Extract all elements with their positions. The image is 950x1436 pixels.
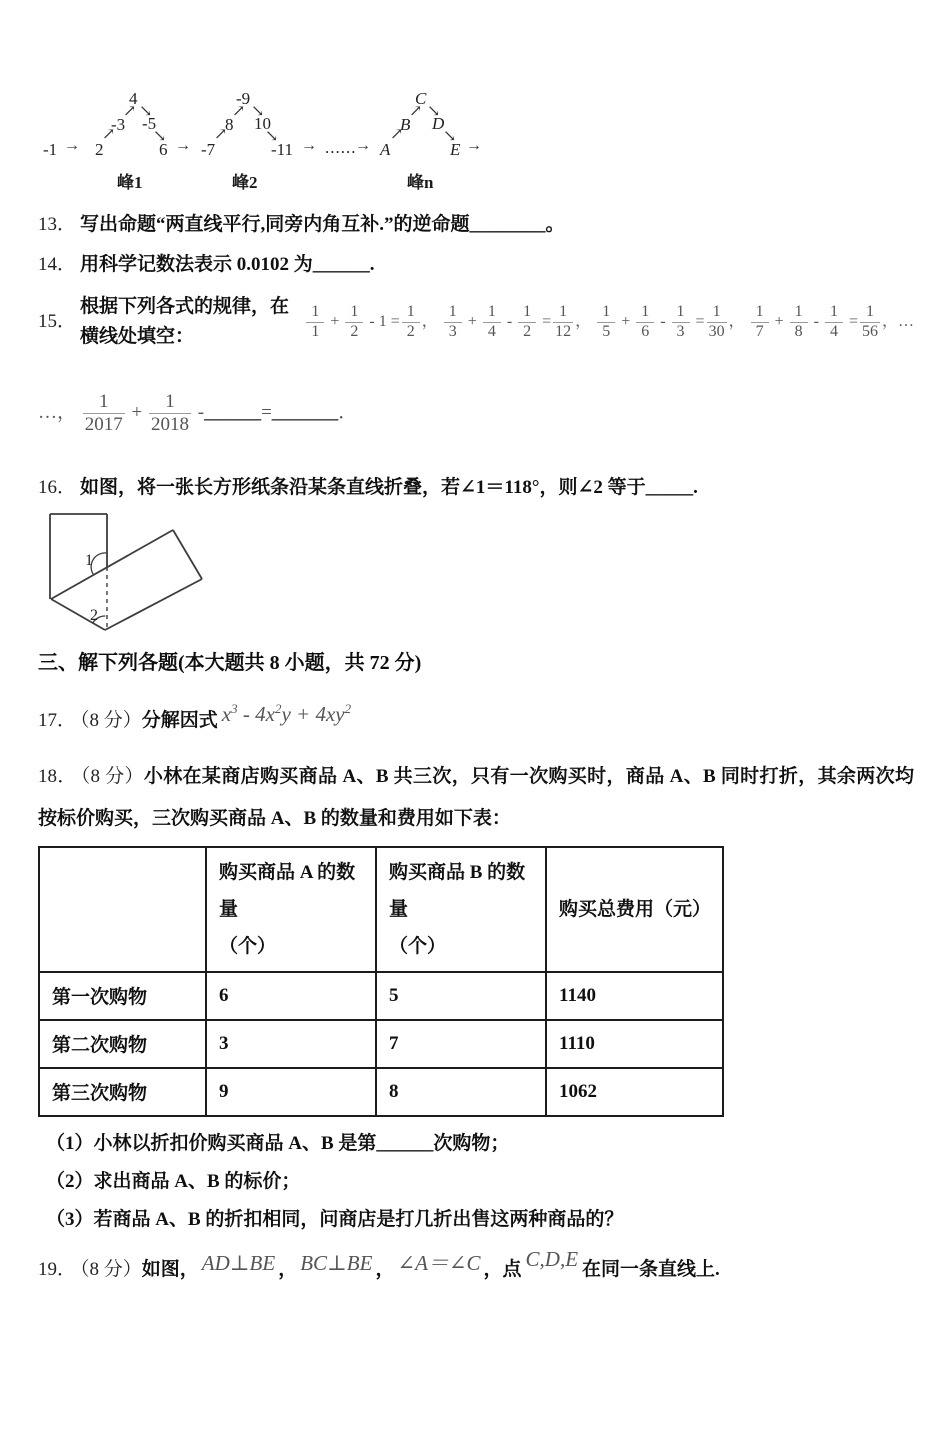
- arrow-up-icon: ↗: [390, 126, 404, 143]
- seq-value: -1: [43, 140, 58, 159]
- fraction: $\frac{1}{2}$: [345, 304, 363, 341]
- question-18: [38, 756, 914, 840]
- fraction: $\frac{1}{3}$: [444, 304, 462, 341]
- equation-text: =: [538, 313, 552, 330]
- superscript: 3: [231, 700, 238, 716]
- table-cell: 7: [376, 1020, 546, 1068]
- table-cell: 8: [376, 1068, 546, 1116]
- equation-text: x: [221, 701, 232, 726]
- strip-upper-edge: [51, 530, 173, 599]
- table-cell: 5: [376, 972, 546, 1020]
- equation-text: +: [463, 313, 481, 330]
- section-3-header: 三、解下列各题(本大题共 8 小题，共 72 分): [38, 651, 422, 674]
- question-text: 小林在某商店购买商品 A、B 共三次，只有一次购买时，商品 A、B 同时打折，其余两次均按标价购买，三次购买商品 A、B 的数量和费用如下表：: [38, 765, 914, 829]
- table-cell: 第一次购物: [39, 972, 206, 1020]
- seq-value: A: [380, 140, 391, 159]
- arrow-up-icon: ↗: [232, 103, 246, 120]
- score-label: （8 分）: [80, 1258, 142, 1280]
- table-body: [39, 972, 723, 1116]
- arrow-right-icon: →: [301, 137, 315, 154]
- question-text: 根据下列各式的规律，在横线处填空：: [80, 296, 290, 347]
- equation-text: =: [691, 313, 705, 330]
- superscript: 2: [274, 700, 282, 716]
- equation-text: -: [656, 313, 670, 330]
- arrow-right-icon: →: [64, 137, 78, 154]
- subquestion-text: （1）小林以折扣价购买商品 A、B 是第: [46, 1132, 377, 1154]
- seq-value: -11: [271, 140, 294, 159]
- header-line: 购买商品 A 的数量: [219, 861, 356, 920]
- subquestion-1: [38, 1125, 914, 1163]
- purchase-table: [38, 846, 724, 1117]
- answer-blank: ________: [469, 214, 546, 235]
- arrow-down-icon: ↘: [443, 128, 457, 145]
- fraction: $\frac{1}{6}$: [636, 304, 654, 341]
- fraction: $\frac{1}{1}$: [306, 304, 324, 341]
- seq-value: -5: [142, 114, 157, 133]
- question-number: 17．: [38, 709, 77, 731]
- table-cell: 3: [206, 1020, 376, 1068]
- question-15: [38, 292, 914, 352]
- arrow-down-icon: ↘: [153, 128, 167, 145]
- superscript: 2: [344, 700, 352, 716]
- header-line: （个）: [389, 935, 447, 957]
- score-label: （8 分）: [80, 765, 144, 787]
- question-16: [38, 473, 914, 503]
- table-cell: 第三次购物: [39, 1068, 206, 1116]
- angle1-label: 1: [85, 551, 93, 569]
- subquestion-text: 次购物；: [433, 1132, 510, 1154]
- question-text: 用科学记数法表示 0.0102 为: [80, 254, 313, 275]
- fraction: $\frac{1}{2}$: [402, 304, 420, 341]
- question-text: 写出命题“两直线平行,同旁内角互补.”的逆命题: [80, 214, 470, 235]
- question-text: 分解因式: [141, 709, 218, 731]
- seq-value: 8: [225, 115, 234, 134]
- peakn-label: 峰n: [407, 173, 434, 192]
- table-cell: 6: [206, 972, 376, 1020]
- comma: ，: [278, 1258, 298, 1280]
- question-number: 16．: [38, 476, 77, 498]
- table-row: [39, 1068, 723, 1116]
- arrow-up-icon: ↗: [409, 103, 423, 120]
- seq-value: 10: [254, 114, 271, 133]
- fraction: $\frac{1}{12}$: [555, 302, 572, 340]
- equation-text: =: [261, 402, 272, 424]
- table-header-col3: [546, 847, 723, 972]
- question-number: 14．: [38, 254, 77, 275]
- seq-value: -9: [236, 89, 251, 108]
- answer-blank: ______: [204, 402, 262, 424]
- question-number: 13．: [38, 214, 77, 235]
- arrow-right-icon: →: [466, 137, 480, 154]
- answer-blank: ______: [312, 254, 370, 275]
- pattern-equations: [304, 304, 914, 341]
- equation-text: +: [126, 402, 147, 424]
- fraction: $\frac{1}{8}$: [790, 304, 808, 341]
- fraction: $\frac{1}{4}$: [483, 304, 501, 341]
- question-14: [38, 250, 914, 280]
- table-header-col1: [206, 847, 376, 972]
- table-row: [39, 972, 723, 1020]
- seq-value: 4: [129, 89, 138, 108]
- fraction: $\frac{1}{2017}$: [84, 391, 123, 435]
- equation-text: ，: [728, 313, 749, 330]
- subquestion-2: （2）求出商品 A、B 的标价；: [46, 1170, 301, 1192]
- seq-value: C: [415, 89, 427, 108]
- question-13: [38, 210, 914, 240]
- fraction: $\frac{1}{5}$: [597, 304, 615, 341]
- seq-value: D: [432, 114, 445, 133]
- fraction: $\frac{1}{2018}$: [150, 391, 189, 435]
- fraction: $\frac{1}{3}$: [672, 304, 690, 341]
- question-text: .: [369, 254, 375, 275]
- header-line: 购买总费用（元）: [559, 898, 712, 920]
- arrow-right-icon: →: [175, 137, 189, 154]
- table-row: [39, 1020, 723, 1068]
- question-text: 。: [545, 214, 565, 235]
- arrow-up-icon: ↗: [214, 126, 228, 143]
- equation-text: y + 4xy: [281, 701, 345, 726]
- equation-text: +: [326, 313, 344, 330]
- question-number: 18．: [38, 765, 77, 787]
- question-text: ，点: [483, 1258, 522, 1280]
- equation-text: - 1 =: [365, 313, 400, 330]
- question-15-continuation: [38, 392, 914, 435]
- question-text: .: [693, 476, 698, 498]
- table-head: [39, 847, 723, 972]
- fraction: $\frac{1}{30}$: [708, 302, 725, 340]
- fraction: $\frac{1}{4}$: [825, 304, 843, 341]
- arrow-down-icon: ↘: [427, 103, 441, 120]
- equation-text: …，: [38, 402, 81, 424]
- ellipsis: ......: [325, 138, 357, 157]
- table-header-row: [39, 847, 723, 972]
- equation-text: -: [502, 313, 517, 330]
- pattern-equation-blank: [38, 392, 357, 435]
- peak2-label: 峰2: [232, 173, 258, 192]
- exam-page: [0, 89, 950, 1285]
- arrow-up-icon: ↗: [123, 103, 137, 120]
- question-18-subquestions: [38, 1125, 914, 1239]
- arrow-down-icon: ↘: [251, 103, 265, 120]
- math-ad-perp-be: AD⊥BE: [201, 1250, 276, 1275]
- fraction: $\frac{1}{2}$: [518, 304, 536, 341]
- seq-value: 2: [95, 140, 104, 159]
- arrow-down-icon: ↘: [139, 103, 153, 120]
- header-line: （个）: [219, 935, 277, 957]
- strip-end-edge: [173, 530, 202, 579]
- answer-blank: _____: [645, 476, 694, 498]
- table-cell: 9: [206, 1068, 376, 1116]
- arrow-up-icon: ↗: [102, 126, 116, 143]
- table-cell: 1110: [546, 1020, 723, 1068]
- seq-value: 6: [159, 140, 168, 159]
- equation-text: =: [844, 313, 858, 330]
- equation-text: +: [617, 313, 635, 330]
- comma: ，: [375, 1258, 395, 1280]
- angle2-label: 2: [90, 606, 98, 624]
- fraction: $\frac{1}{56}$: [861, 302, 878, 340]
- table-header-col0: [39, 847, 206, 972]
- equation-text: - 4x: [237, 701, 275, 726]
- question-number: 15．: [38, 311, 77, 332]
- equation-text: -: [192, 402, 205, 424]
- question-text: 如图，将一张长方形纸条沿某条直线折叠，若∠1＝118°，则∠2 等于: [80, 476, 646, 498]
- table-cell: 1140: [546, 972, 723, 1020]
- arrow-down-icon: ↘: [265, 128, 279, 145]
- seq-value: -7: [201, 140, 216, 159]
- question-17: [38, 699, 914, 736]
- question-19: [38, 1246, 914, 1285]
- equation-text: +: [770, 313, 788, 330]
- strip-lower-edge: [105, 579, 202, 630]
- header-line: 购买商品 B 的数量: [389, 861, 526, 920]
- fraction: $\frac{1}{7}$: [751, 304, 769, 341]
- equation-text: ，: [575, 313, 596, 330]
- table-header-col2: [376, 847, 546, 972]
- equation-text: ，: [421, 313, 442, 330]
- math-bc-perp-be: BC⊥BE: [300, 1250, 373, 1275]
- seq-value: B: [400, 115, 411, 134]
- arrow-right-icon: →: [355, 137, 369, 154]
- equation-text: ，…: [881, 313, 914, 330]
- subquestion-3: （3）若商品 A、B 的折扣相同，问商店是打几折出售这两种商品的？: [46, 1208, 624, 1230]
- seq-value: E: [450, 140, 461, 159]
- question-text: 如图，: [141, 1258, 199, 1280]
- seq-value: -3: [111, 115, 126, 134]
- equation-text: ．: [338, 402, 358, 424]
- question-number: 19．: [38, 1258, 77, 1280]
- factor-expression: [222, 694, 351, 729]
- equation-text: -: [809, 313, 823, 330]
- table-cell: 1062: [546, 1068, 723, 1116]
- question-text: 在同一条直线上.: [582, 1258, 720, 1280]
- table-cell: 第二次购物: [39, 1020, 206, 1068]
- peak1-label: 峰1: [117, 173, 143, 192]
- folded-rectangle-figure: [40, 507, 212, 639]
- answer-blank: _______: [271, 402, 339, 424]
- math-points-cde: C,D,E: [525, 1246, 579, 1271]
- answer-blank: ______: [376, 1132, 434, 1154]
- score-label: （8 分）: [80, 709, 142, 731]
- math-angle-a-equals-angle-c: ∠A＝∠C: [397, 1250, 481, 1275]
- number-sequence-diagram: [38, 89, 558, 194]
